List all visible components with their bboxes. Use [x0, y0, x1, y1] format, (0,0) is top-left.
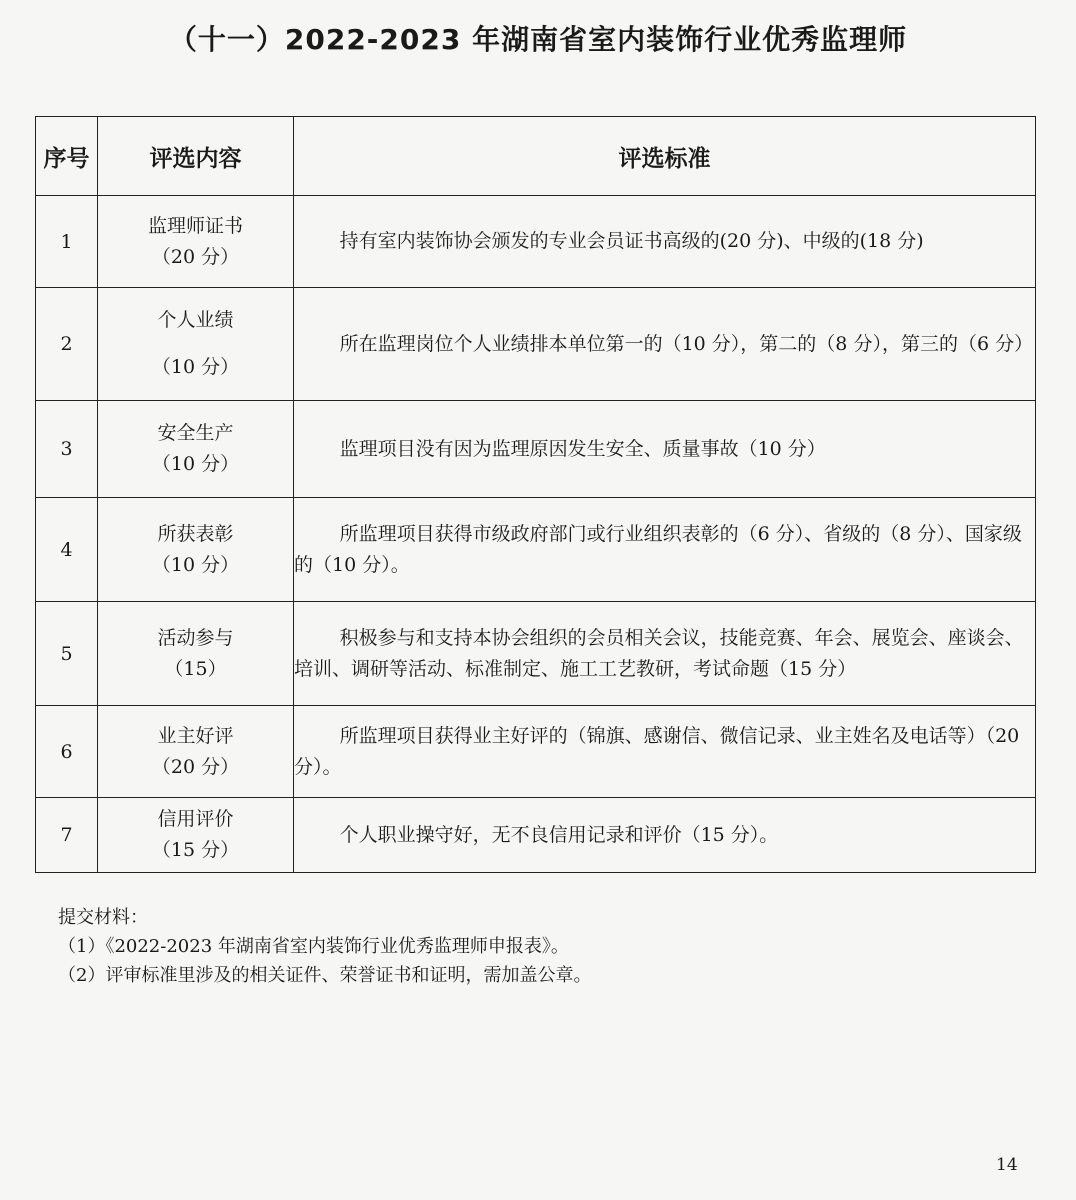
criteria-item — [98, 288, 294, 401]
header-item: 评选内容 — [98, 117, 294, 196]
criteria-standard: 所监理项目获得市级政府部门或行业组织表彰的（6 分）、省级的（8 分）、国家级的（10 分）。 — [294, 498, 1036, 602]
item-name: 个人业绩 — [157, 309, 234, 331]
submission-notes — [58, 903, 591, 990]
criteria-item — [98, 602, 294, 706]
criteria-standard: 持有室内装饰协会颁发的专业会员证书高级的(20 分)、中级的(18 分) — [294, 196, 1036, 288]
row-number: 6 — [36, 706, 98, 798]
criteria-standard: 监理项目没有因为监理原因发生安全、质量事故（10 分） — [294, 401, 1036, 498]
criteria-standard: 个人职业操守好，无不良信用记录和评价（15 分）。 — [294, 798, 1036, 873]
table-row — [36, 602, 1036, 706]
item-score: （20 分） — [151, 245, 240, 268]
table-row — [36, 196, 1036, 288]
row-number: 1 — [36, 196, 98, 288]
item-name: 所获表彰 — [157, 522, 234, 545]
item-name: 业主好评 — [157, 724, 234, 747]
criteria-item — [98, 498, 294, 602]
table-row — [36, 498, 1036, 602]
header-standard: 评选标准 — [294, 117, 1036, 196]
item-score: （15） — [164, 657, 227, 680]
criteria-item — [98, 401, 294, 498]
page-number: 14 — [996, 1155, 1018, 1175]
table-row — [36, 798, 1036, 873]
notes-heading: 提交材料： — [58, 907, 148, 928]
criteria-item — [98, 196, 294, 288]
page-title: （十一）2022-2023 年湖南省室内装饰行业优秀监理师 — [168, 23, 908, 56]
row-number: 3 — [36, 401, 98, 498]
table-row — [36, 401, 1036, 498]
criteria-standard: 积极参与和支持本协会组织的会员相关会议，技能竞赛、年会、展览会、座谈会、培训、调研等活动、标准制定、施工工艺教研，考试命题（15 分） — [294, 602, 1036, 706]
criteria-item — [98, 798, 294, 873]
row-number: 2 — [36, 288, 98, 401]
notes-item: （1）《2022-2023 年湖南省室内装饰行业优秀监理师申报表》。 — [58, 936, 569, 957]
table-header-row — [36, 117, 1036, 196]
table-row — [36, 288, 1036, 401]
row-number: 4 — [36, 498, 98, 602]
header-no: 序号 — [36, 117, 98, 196]
notes-item: （2）评审标准里涉及的相关证件、荣誉证书和证明，需加盖公章。 — [58, 965, 592, 986]
criteria-standard: 所监理项目获得业主好评的（锦旗、感谢信、微信记录、业主姓名及电话等）（20 分）。 — [294, 706, 1036, 798]
item-score: （10 分） — [151, 553, 240, 576]
criteria-table — [35, 116, 1036, 873]
item-name: 信用评价 — [157, 808, 234, 830]
item-score: （20 分） — [151, 755, 240, 778]
item-name: 安全生产 — [157, 422, 234, 444]
item-score: （10 分） — [151, 356, 240, 378]
row-number: 7 — [36, 798, 98, 873]
item-name: 活动参与 — [157, 626, 234, 649]
criteria-standard: 所在监理岗位个人业绩排本单位第一的（10 分），第二的（8 分），第三的（6 分） — [294, 288, 1036, 401]
item-score: （15 分） — [151, 839, 240, 861]
item-name: 监理师证书 — [147, 214, 243, 237]
item-score: （10 分） — [151, 453, 240, 475]
row-number: 5 — [36, 602, 98, 706]
table-row — [36, 706, 1036, 798]
criteria-item — [98, 706, 294, 798]
